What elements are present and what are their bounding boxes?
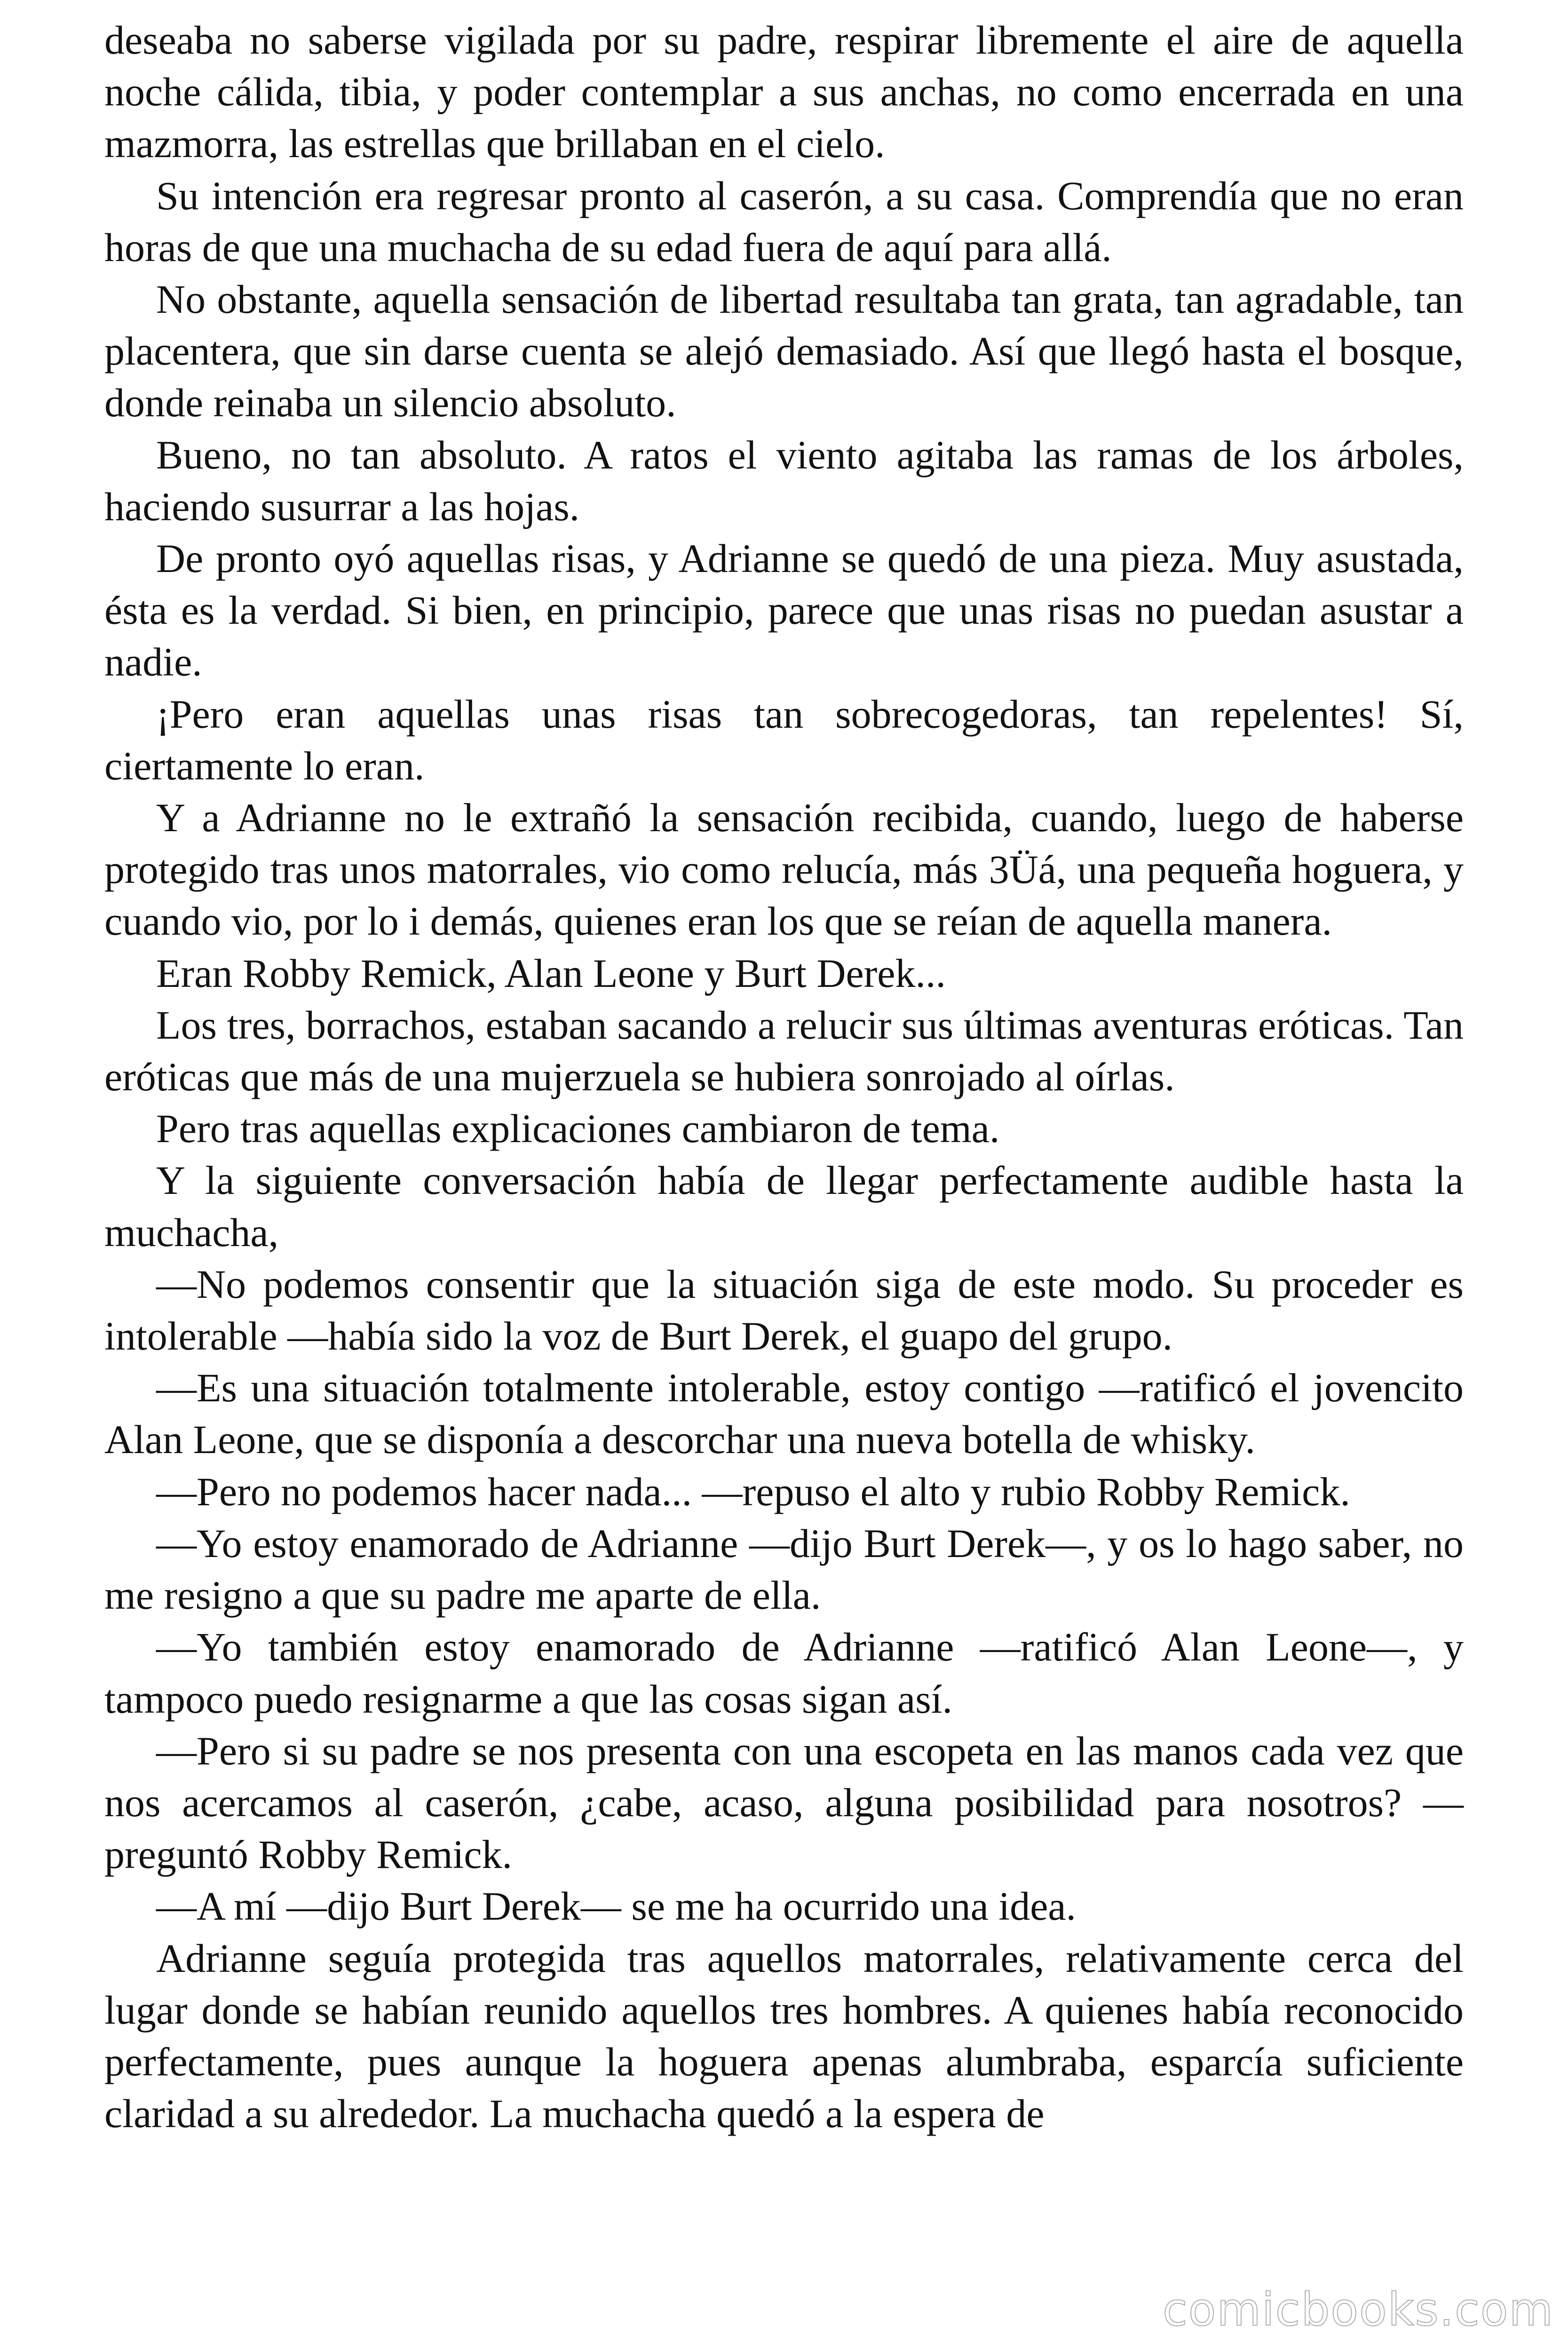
paragraph: De pronto oyó aquellas risas, y Adrianne se quedó de una pieza. Muy asustada, ésta es la verdad. Si bien, en principio, parece que unas risas no puedan asustar a nadie.	[104, 536, 1464, 685]
watermark: comicbooks.com	[1162, 2283, 1554, 2336]
paragraph: Y la siguiente conversación había de llegar perfectamente audible hasta la muchacha,	[104, 1158, 1464, 1255]
paragraph: —Pero no podemos hacer nada... —repuso el alto y rubio Robby Remick.	[156, 1469, 1350, 1514]
paragraph: —Yo también estoy enamorado de Adrianne —ratificó Alan Leone—, y tampoco puedo resignarme a que las cosas sigan así.	[104, 1624, 1464, 1722]
book-page	[104, 14, 1464, 2333]
paragraph: No obstante, aquella sensación de libertad resultaba tan grata, tan agradable, tan placentera, que sin darse cuenta se alejó demasiado. Así que llegó hasta el bosque, donde reinaba un silencio absoluto.	[104, 277, 1464, 426]
paragraph: Pero tras aquellas explicaciones cambiaron de tema.	[156, 1106, 1000, 1152]
paragraph: Adrianne seguía protegida tras aquellos matorrales, relativamente cerca del lugar donde se habían reunido aquellos tres hombres. A quienes había reconocido perfectamente, pues aunque la hoguera apenas alumbraba, esparcía suficiente claridad a su alrededor. La muchacha quedó a la espera de	[104, 1935, 1464, 2137]
paragraph: —A mí —dijo Burt Derek— se me ha ocurrido una idea.	[156, 1883, 1077, 1929]
paragraph: —No podemos consentir que la situación siga de este modo. Su proceder es intolerable —había sido la voz de Burt Derek, el guapo del grupo.	[104, 1261, 1464, 1359]
paragraph: —Es una situación totalmente intolerable, estoy contigo —ratificó el jovencito Alan Leone, que se disponía a descorchar una nueva botella de whisky.	[104, 1365, 1464, 1462]
paragraph: —Pero si su padre se nos presenta con una escopeta en las manos cada vez que nos acercamos al caserón, ¿cabe, acaso, alguna posibilidad para nosotros? —preguntó Robby Remick.	[104, 1728, 1464, 1877]
paragraph: Su intención era regresar pronto al caserón, a su casa. Comprendía que no eran horas de que una muchacha de su edad fuera de aquí para allá.	[104, 173, 1464, 270]
paragraph: ¡Pero eran aquellas unas risas tan sobrecogedoras, tan repelentes! Sí, ciertamente lo eran.	[104, 691, 1464, 788]
paragraph: deseaba no saberse vigilada por su padre, respirar libremente el aire de aquella noche cálida, tibia, y poder contemplar a sus anchas, no como encerrada en una mazmorra, las estrellas que brillaban en el cielo.	[104, 17, 1464, 167]
paragraph: Y a Adrianne no le extrañó la sensación recibida, cuando, luego de haberse protegido tras unos matorrales, vio como relucía, más 3Üá, una pequeña hoguera, y cuando vio, por lo i demás, quienes eran los que se reían de aquella manera.	[104, 795, 1464, 944]
paragraph: Eran Robby Remick, Alan Leone y Burt Derek...	[156, 950, 946, 996]
paragraph: Bueno, no tan absoluto. A ratos el viento agitaba las ramas de los árboles, haciendo susurrar a las hojas.	[104, 432, 1464, 529]
paragraph: Los tres, borrachos, estaban sacando a relucir sus últimas aventuras eróticas. Tan eróticas que más de una mujerzuela se hubiera sonrojado al oírlas.	[104, 1002, 1464, 1100]
paragraph: —Yo estoy enamorado de Adrianne —dijo Burt Derek—, y os lo hago saber, no me resigno a que su padre me aparte de ella.	[104, 1520, 1464, 1618]
